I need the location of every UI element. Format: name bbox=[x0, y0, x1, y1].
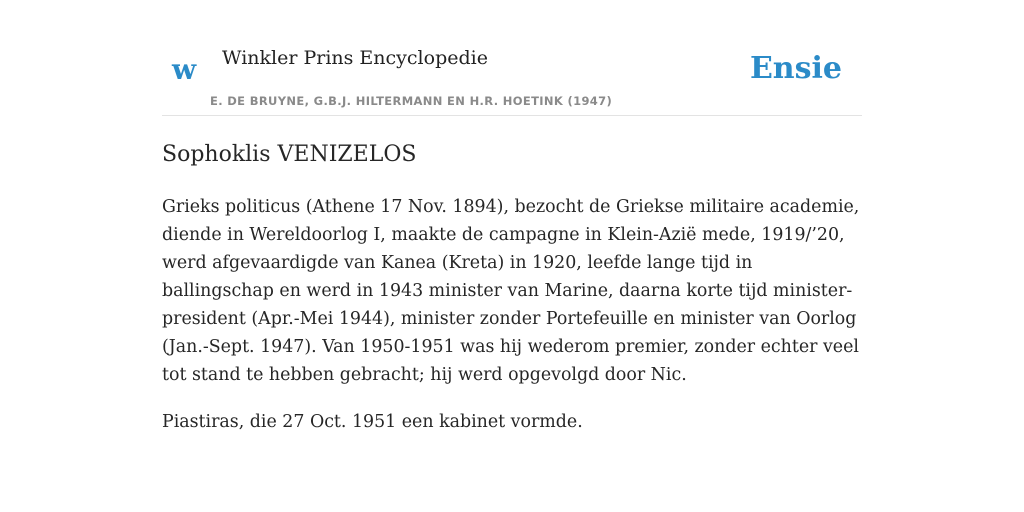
site-header bbox=[162, 40, 862, 116]
winkler-prins-logo[interactable]: w bbox=[172, 53, 197, 86]
article-paragraph: Grieks politicus (Athene 17 Nov. 1894), bezocht de Griekse militaire academie, diende in Wereldoorlog I, maakte de campagne in Klein-Azië mede, 1919/’20, werd afgevaardigde van Kanea (Kreta) in 1920, leefde lange tijd in ballingschap en werd in 1943 minister van Marine, daarna korte tijd minister-president (Apr.-Mei 1944), minister zonder Portefeuille en minister van Oorlog (Jan.-Sept. 1947). Van 1950-1951 was hij wederom premier, zonder echter veel tot stand te hebben gebracht; hij werd opgevolgd door Nic. bbox=[162, 197, 860, 385]
article-title: Sophoklis VENIZELOS bbox=[162, 142, 417, 167]
article-paragraph: Piastiras, die 27 Oct. 1951 een kabinet vormde. bbox=[162, 412, 583, 432]
article bbox=[162, 140, 862, 436]
encyclopedia-credits: E. DE BRUYNE, G.B.J. HILTERMANN EN H.R. HOETINK (1947) bbox=[210, 94, 613, 108]
ensie-logo[interactable]: Ensie bbox=[749, 51, 842, 86]
encyclopedia-title[interactable]: Winkler Prins Encyclopedie bbox=[222, 47, 488, 69]
